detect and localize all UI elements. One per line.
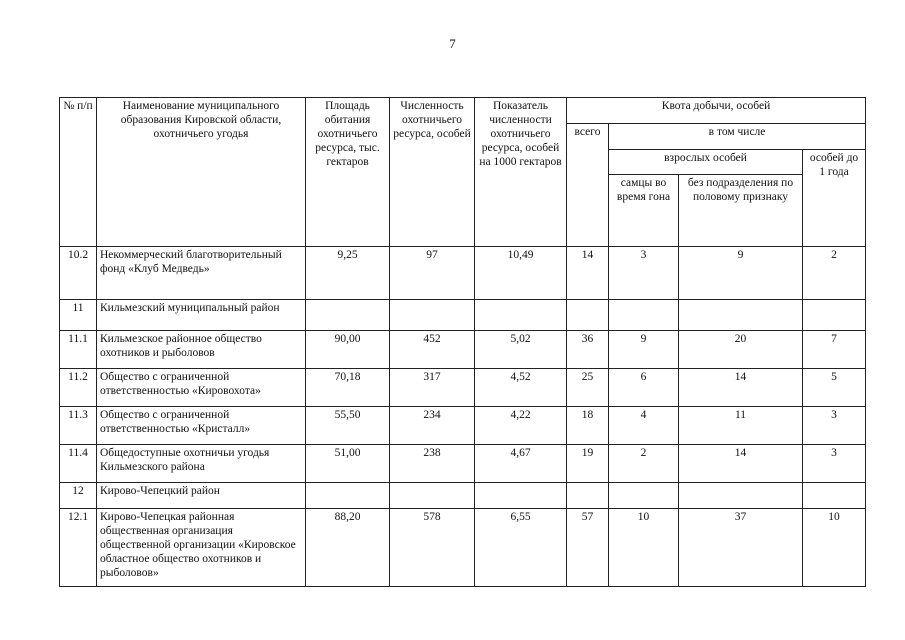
table-row: [60, 445, 866, 483]
cell-under-one: 10: [803, 509, 866, 587]
header-including: в том числе: [609, 124, 866, 150]
cell-name: Общедоступные охотничьи угодья Кильмезского района: [97, 445, 306, 483]
cell-name: Общество с ограниченной ответственностью «Кировохота»: [97, 369, 306, 407]
cell-population: 238: [390, 445, 475, 483]
cell-no-sex-split: 37: [679, 509, 803, 587]
cell-males-rut: 3: [609, 247, 679, 300]
cell-area: 70,18: [306, 369, 390, 407]
cell-no-sex-split: [679, 483, 803, 509]
cell-no-sex-split: 11: [679, 407, 803, 445]
cell-name: Кирово-Чепецкая районная общественная организация общественной организации «Кировское областное общество охотников и рыболовов»: [97, 509, 306, 587]
cell-name: Кильмезский муниципальный район: [97, 300, 306, 331]
cell-total: 14: [567, 247, 609, 300]
cell-males-rut: [609, 483, 679, 509]
cell-males-rut: 6: [609, 369, 679, 407]
header-under-one: особей до 1 года: [803, 150, 866, 247]
cell-under-one: [803, 483, 866, 509]
cell-name: Кирово-Чепецкий район: [97, 483, 306, 509]
cell-under-one: 5: [803, 369, 866, 407]
cell-area: [306, 483, 390, 509]
cell-num: 11.4: [60, 445, 97, 483]
cell-density: 10,49: [475, 247, 567, 300]
table-row: [60, 483, 866, 509]
header-adults: взрослых особей: [609, 150, 803, 175]
cell-area: 90,00: [306, 331, 390, 369]
table-row: [60, 300, 866, 331]
header-quota: Квота добычи, особей: [567, 98, 866, 124]
cell-density: 6,55: [475, 509, 567, 587]
cell-population: 97: [390, 247, 475, 300]
cell-no-sex-split: 14: [679, 369, 803, 407]
cell-under-one: 3: [803, 445, 866, 483]
cell-males-rut: [609, 300, 679, 331]
cell-total: 36: [567, 331, 609, 369]
cell-total: 25: [567, 369, 609, 407]
cell-num: 11.1: [60, 331, 97, 369]
cell-under-one: 7: [803, 331, 866, 369]
header-no-sex-split: без подразделения по половому признаку: [679, 175, 803, 247]
cell-males-rut: 4: [609, 407, 679, 445]
cell-density: 5,02: [475, 331, 567, 369]
cell-area: 51,00: [306, 445, 390, 483]
header-name: Наименование муниципального образования Кировской области, охотничьего угодья: [97, 98, 306, 247]
cell-name: Кильмезское районное общество охотников и рыболовов: [97, 331, 306, 369]
cell-density: 4,22: [475, 407, 567, 445]
cell-total: 57: [567, 509, 609, 587]
cell-num: 10.2: [60, 247, 97, 300]
cell-males-rut: 2: [609, 445, 679, 483]
page-number: 7: [449, 36, 456, 51]
cell-no-sex-split: 9: [679, 247, 803, 300]
cell-males-rut: 9: [609, 331, 679, 369]
cell-density: 4,52: [475, 369, 567, 407]
cell-population: 317: [390, 369, 475, 407]
cell-population: [390, 300, 475, 331]
table-row: [60, 509, 866, 587]
cell-total: [567, 300, 609, 331]
cell-name: Общество с ограниченной ответственностью «Кристалл»: [97, 407, 306, 445]
table-body: [60, 247, 866, 587]
header-total: всего: [567, 124, 609, 247]
cell-under-one: [803, 300, 866, 331]
hunting-quota-table: [59, 97, 866, 587]
cell-total: [567, 483, 609, 509]
cell-area: 9,25: [306, 247, 390, 300]
cell-num: 11: [60, 300, 97, 331]
cell-density: [475, 483, 567, 509]
cell-population: 452: [390, 331, 475, 369]
table-row: [60, 407, 866, 445]
header-num: № п/п: [60, 98, 97, 247]
cell-num: 11.2: [60, 369, 97, 407]
cell-density: 4,67: [475, 445, 567, 483]
cell-density: [475, 300, 567, 331]
table-row: [60, 369, 866, 407]
cell-total: 19: [567, 445, 609, 483]
cell-num: 11.3: [60, 407, 97, 445]
header-males-rut: самцы во время гона: [609, 175, 679, 247]
cell-population: 234: [390, 407, 475, 445]
cell-no-sex-split: 14: [679, 445, 803, 483]
cell-area: [306, 300, 390, 331]
cell-num: 12.1: [60, 509, 97, 587]
table-row: [60, 331, 866, 369]
cell-area: 88,20: [306, 509, 390, 587]
cell-num: 12: [60, 483, 97, 509]
cell-population: [390, 483, 475, 509]
table-row: [60, 247, 866, 300]
cell-males-rut: 10: [609, 509, 679, 587]
header-density: Показатель численности охотничьего ресурса, особей на 1000 гектаров: [475, 98, 567, 247]
header-area: Площадь обитания охотничьего ресурса, тыс. гектаров: [306, 98, 390, 247]
cell-area: 55,50: [306, 407, 390, 445]
cell-population: 578: [390, 509, 475, 587]
cell-name: Некоммерческий благотворительный фонд «Клуб Медведь»: [97, 247, 306, 300]
cell-under-one: 2: [803, 247, 866, 300]
cell-total: 18: [567, 407, 609, 445]
cell-no-sex-split: 20: [679, 331, 803, 369]
cell-under-one: 3: [803, 407, 866, 445]
header-population: Численность охотничьего ресурса, особей: [390, 98, 475, 247]
cell-no-sex-split: [679, 300, 803, 331]
table-header: [60, 98, 866, 247]
